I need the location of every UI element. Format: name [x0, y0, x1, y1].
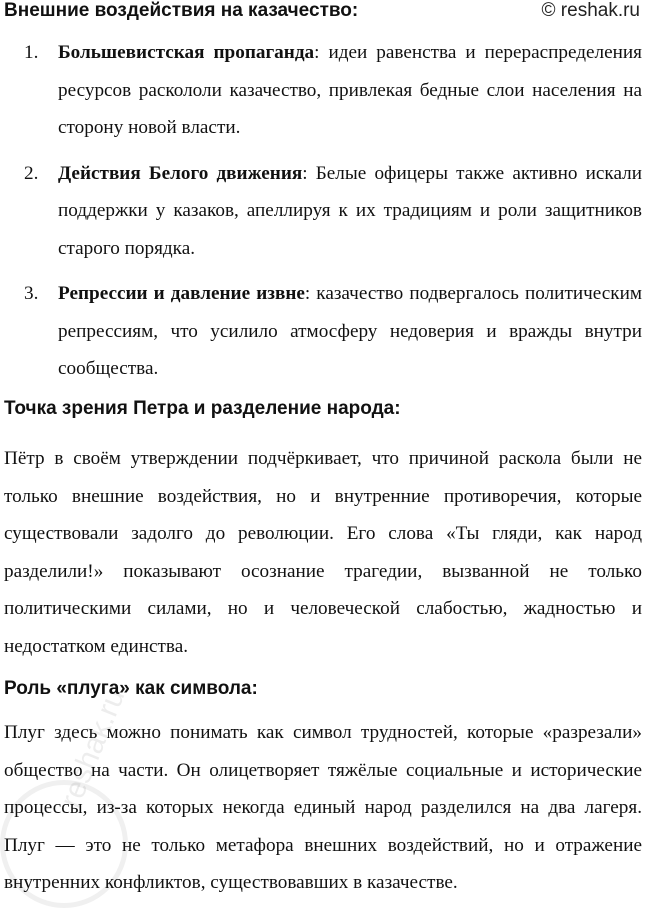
section-title-plough: Роль «плуга» как символа: — [4, 678, 258, 699]
influences-list — [24, 34, 642, 396]
list-item — [24, 155, 642, 268]
list-number: 1. — [24, 42, 39, 63]
paragraph-petr: Пётр в своём утверждении подчёркивает, что причиной раскола были не только внешние воздействия, но и внутренние противоречия, которые существовали задолго до революции. Его слова «Ты гляди, как народ разделили!» показывают осознание трагедии, вызванной не только политическими силами, но и человеческой слабостью, жадностью и недостатком единства. — [4, 448, 642, 657]
list-item — [24, 275, 642, 388]
paragraph-plough: Плуг здесь можно понимать как символ трудностей, которые «разрезали» общество на части. Он олицетворяет тяжёлые социальные и исторические процессы, из-за которых некогда единый народ разделился на два лагеря. Плуг — это не только метафора внешних воздействий, но и отражение внутренних конфликтов, существовавших в казачестве. — [4, 722, 642, 893]
list-text: : Белые офицеры также активно искали поддержки у казаков, апеллируя к их традициям и роли защитников старого порядка. — [58, 162, 642, 259]
list-text: : идеи равенства и перераспределения ресурсов раскололи казачество, привлекая бедные слои населения на сторону новой власти. — [58, 42, 642, 138]
list-term: Действия Белого движения — [58, 162, 303, 184]
copyright-watermark: © reshak.ru — [541, 0, 640, 21]
list-term: Большевистская пропаганда — [58, 42, 315, 63]
section-title-influences: Внешние воздействия на казачество: — [4, 0, 359, 21]
list-text: : казачество подвергалось политическим репрессиям, что усилило атмосферу недоверия и вражды внутри сообщества. — [58, 283, 642, 379]
watermark-text: reshak.ru — [54, 684, 132, 813]
section-title-petr: Точка зрения Петра и разделение народа: — [4, 398, 401, 419]
list-number: 2. — [24, 162, 39, 184]
list-term: Репрессии и давление извне — [58, 283, 305, 304]
list-number: 3. — [24, 283, 39, 304]
list-item — [24, 34, 642, 147]
header-row — [4, 0, 640, 22]
